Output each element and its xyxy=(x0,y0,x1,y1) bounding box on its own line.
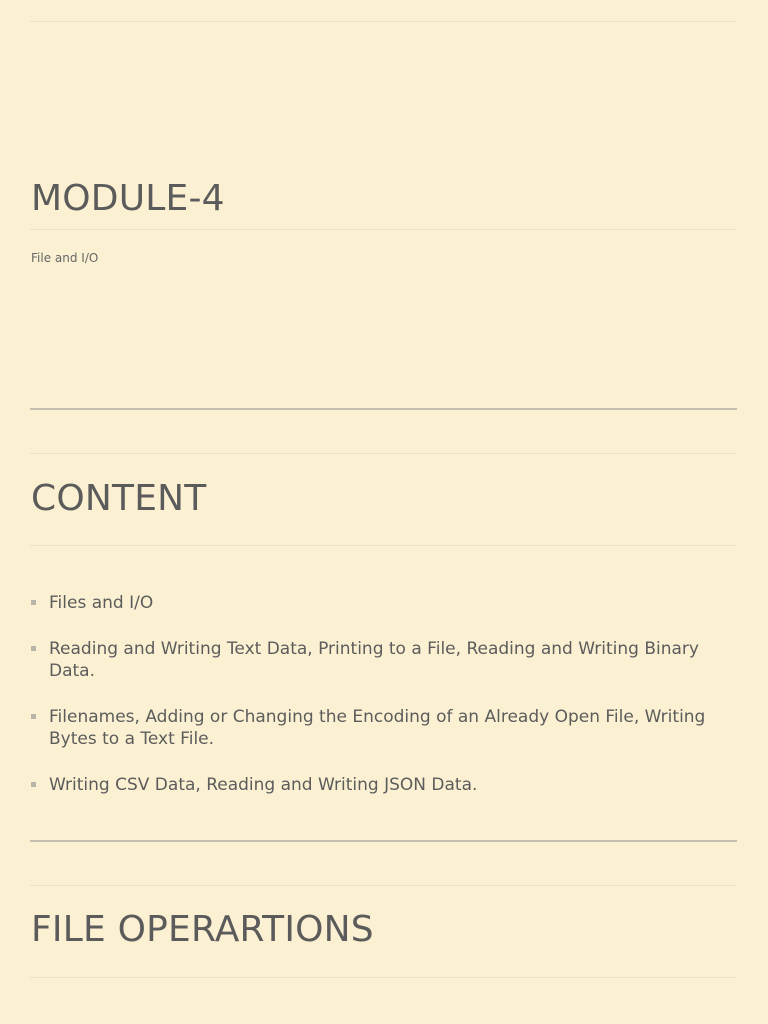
list-item xyxy=(31,774,711,796)
top-rule xyxy=(30,21,737,22)
slide1-title: MODULE-4 xyxy=(31,178,225,219)
slide-separator xyxy=(30,408,737,410)
list-item xyxy=(31,638,711,682)
list-item-text: Filenames, Adding or Changing the Encoding of an Already Open File, Writing Bytes to a Text File. xyxy=(49,707,706,749)
title-underline-rule xyxy=(30,545,737,546)
list-item-text: Reading and Writing Text Data, Printing to a File, Reading and Writing Binary Data. xyxy=(49,639,699,681)
slide1-subtitle: File and I/O xyxy=(31,251,99,265)
content-bullet-list xyxy=(31,592,711,820)
slide3-title: FILE OPERARTIONS xyxy=(31,909,374,950)
square-bullet-icon xyxy=(31,600,36,605)
top-rule xyxy=(30,453,737,454)
slide2-title: CONTENT xyxy=(31,478,207,519)
list-item-text: Files and I/O xyxy=(49,593,154,613)
title-underline-rule xyxy=(30,977,737,978)
square-bullet-icon xyxy=(31,782,36,787)
square-bullet-icon xyxy=(31,646,36,651)
slide-separator xyxy=(30,840,737,842)
list-item-text: Writing CSV Data, Reading and Writing JSON Data. xyxy=(49,775,478,795)
title-underline-rule xyxy=(30,229,737,230)
square-bullet-icon xyxy=(31,714,36,719)
list-item xyxy=(31,592,711,614)
top-rule xyxy=(30,885,737,886)
list-item xyxy=(31,706,711,750)
